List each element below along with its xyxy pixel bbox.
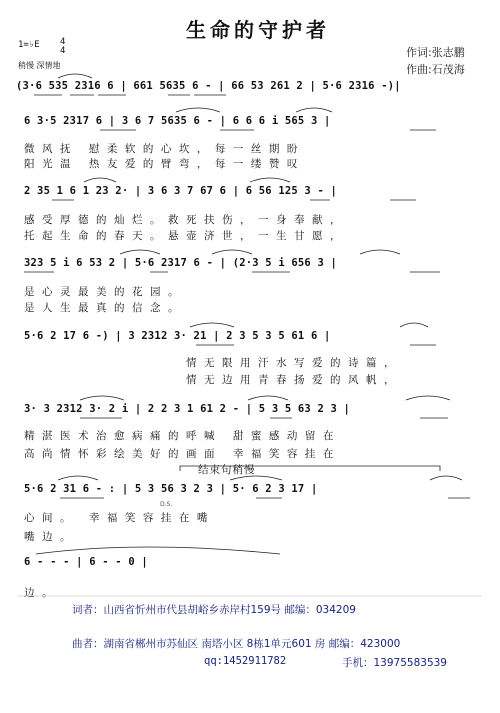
composer-qq: qq:1452911782	[204, 655, 287, 667]
lyric-line-7a: 心间。 幸福笑容挂在嘴	[24, 512, 215, 524]
lyric-line-5b: 情无边用青春扬爱的风帆，	[186, 374, 402, 386]
song-title: 生命的守护者	[186, 18, 330, 42]
score-line-1: (3·6 535 2316 6 | 661 5635 6 - | 66 53 261 2 | 5·6 2316 -)|	[16, 80, 401, 92]
score-line-6: 3· 3 2312 3· 2 i | 2 2 3 1 61 2 - | 5 3 5 63 2 3 |	[24, 403, 351, 415]
composer-address: 曲者：湖南省郴州市苏仙区 南塔小区 8栋1单元601 房 邮编：423000	[72, 638, 401, 650]
lyric-line-4b: 是人生最真的信念。	[24, 302, 186, 314]
score-line-2: 6 3·5 2317 6 | 3 6 7 5635 6 - | 6 6 6 i 565 3 |	[24, 115, 331, 127]
score-line-8: 6 - - - | 6 - - 0 |	[24, 556, 148, 568]
lyric-line-5a: 情无限用汗水写爱的诗篇，	[186, 357, 402, 369]
lyric-line-2b: 阳光温 热友爱的臂弯，每一缕赞叹	[24, 158, 305, 170]
lyric-line-4a: 是心灵最美的花园。	[24, 286, 186, 298]
lyric-line-7b: 嘴边。	[24, 531, 78, 543]
tempo-marking: 稍慢 深情地	[18, 61, 61, 70]
time-signature-top: 4	[60, 37, 66, 47]
score-line-4: 323 5 i 6 53 2 | 5·6 2317 6 - | (2·3 5 i 656 3 |	[24, 257, 338, 269]
lyric-line-3b: 托起生命的春天。悬壶济世，一生甘愿，	[24, 230, 348, 242]
lyricist-address: 词者：山西省忻州市代县胡峪乡赤岸村159号 邮编：034209	[72, 604, 356, 616]
composer-phone: 手机：13975583539	[342, 657, 447, 669]
key-signature: 1=♭E	[18, 40, 40, 50]
ds-marking: D.S.	[160, 501, 173, 508]
ending-label: 结束句稍慢	[198, 464, 256, 476]
lyric-line-6b: 高尚情怀彩绘美好的画面 幸福笑容挂在	[24, 448, 341, 460]
lyricist-credit: 作词:张志鹏	[406, 46, 465, 59]
lyric-line-3a: 感受厚德的灿烂。救死扶伤，一身奉献，	[24, 214, 348, 226]
score-line-5: 5·6 2 17 6 -) | 3 2312 3· 21 | 2 3 5 3 5 61 6 |	[24, 330, 331, 342]
time-signature-bottom: 4	[60, 46, 66, 56]
composer-credit: 作曲:石茂海	[406, 63, 465, 76]
score-line-3: 2 35 1 6 1 23 2· | 3 6 3 7 67 6 | 6 56 125 3 - |	[24, 185, 338, 197]
lyric-line-6a: 精湛医术治愈病痛的呼喊 甜蜜感动留在	[24, 430, 341, 442]
lyric-line-8: 边。	[24, 587, 60, 599]
score-line-7: 5·6 2 31 6 - : | 5 3 56 3 2 3 | 5· 6 2 3 17 |	[24, 483, 318, 495]
lyric-line-2a: 微风抚 慰柔软的心坎，每一丝期盼	[24, 143, 305, 155]
